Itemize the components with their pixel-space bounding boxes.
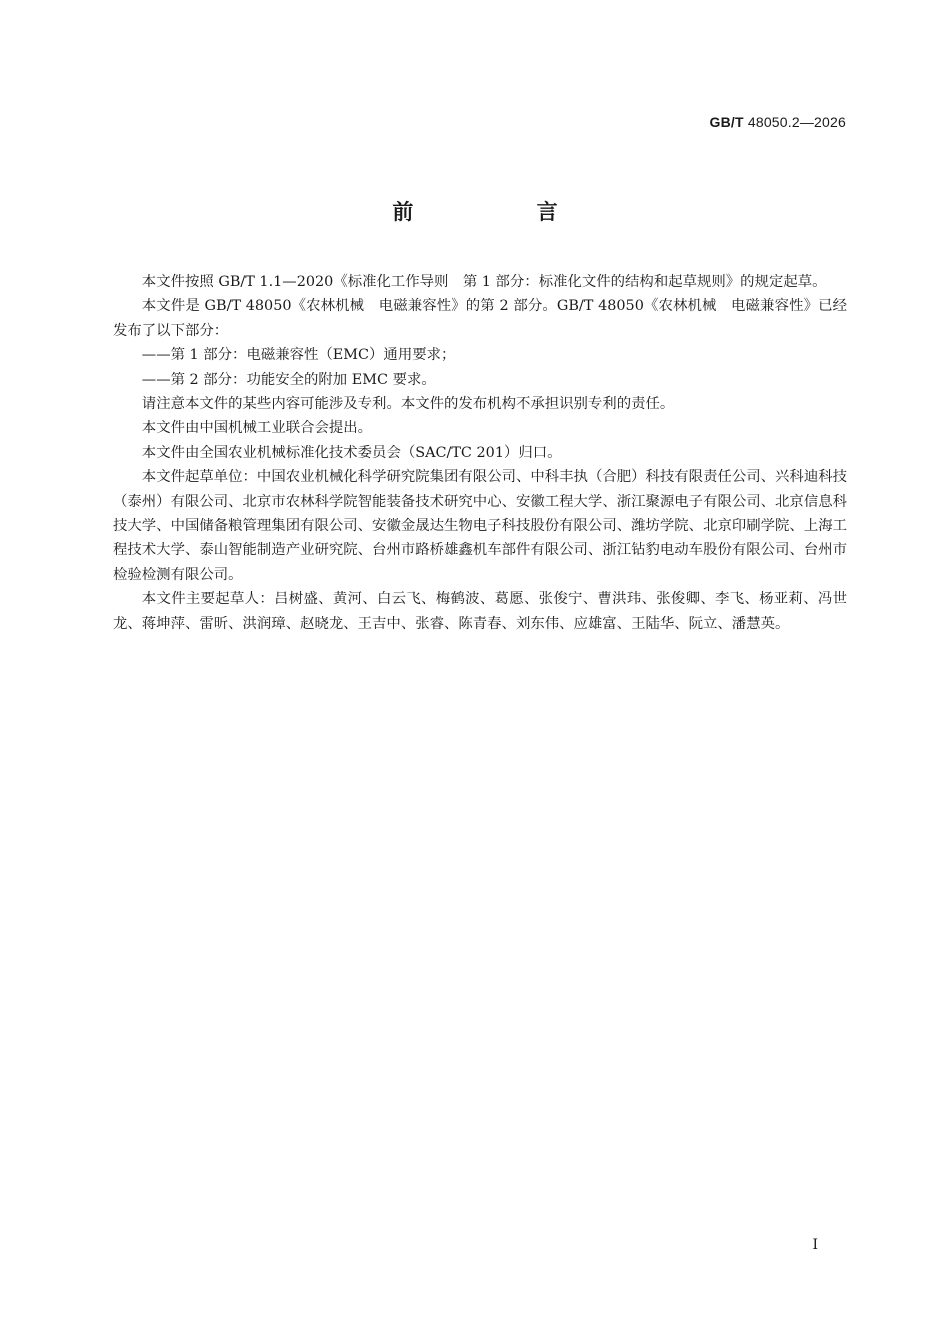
- standard-code-prefix: GB/T: [709, 114, 744, 130]
- standard-code: [710, 114, 847, 130]
- paragraph-drafting-units: 本文件起草单位：中国农业机械化科学研究院集团有限公司、中科丰执（合肥）科技有限责任公司、兴科迪科技（泰州）有限公司、北京市农林科学院智能装备技术研究中心、安徽工程大学、浙江聚源电子有限公司、北京信息科技大学、中国储备粮管理集团有限公司、安徽金晟达生物电子科技股份有限公司、潍坊学院、北京印刷学院、上海工程技术大学、泰山智能制造产业研究院、台州市路桥雄鑫机车部件有限公司、浙江钻豹电动车股份有限公司、台州市检验检测有限公司。: [113, 469, 847, 583]
- paragraph-series-intro: 本文件是 GB/T 48050《农林机械 电磁兼容性》的第 2 部分。GB/T 48050《农林机械 电磁兼容性》已经发布了以下部分：: [113, 298, 847, 339]
- page-number: I: [812, 1237, 818, 1253]
- paragraph-drafters: 本文件主要起草人：吕树盛、黄河、白云飞、梅鹤波、葛愿、张俊宁、曹洪玮、张俊卿、李飞、杨亚莉、冯世龙、蒋坤萍、雷昕、洪润璋、赵晓龙、王吉中、张睿、陈青春、刘东伟、应雄富、王陆华、阮立、潘慧英。: [113, 591, 847, 632]
- page-title: 前 言: [392, 200, 616, 224]
- paragraph-patent-notice: 请注意本文件的某些内容可能涉及专利。本文件的发布机构不承担识别专利的责任。: [141, 396, 675, 413]
- standard-code-number: 48050.2—2026: [747, 114, 846, 130]
- paragraph-part-2: ——第 2 部分：功能安全的附加 EMC 要求。: [141, 371, 436, 388]
- paragraph-part-1: ——第 1 部分：电磁兼容性（EMC）通用要求；: [141, 347, 456, 364]
- foreword-body: [113, 270, 847, 636]
- paragraph-centralized-by: 本文件由全国农业机械标准化技术委员会（SAC/TC 201）归口。: [141, 444, 562, 461]
- paragraph-drafting-rules: 本文件按照 GB/T 1.1—2020《标准化工作导则 第 1 部分：标准化文件的结构和起草规则》的规定起草。: [141, 274, 827, 290]
- paragraph-proposed-by: 本文件由中国机械工业联合会提出。: [141, 420, 373, 437]
